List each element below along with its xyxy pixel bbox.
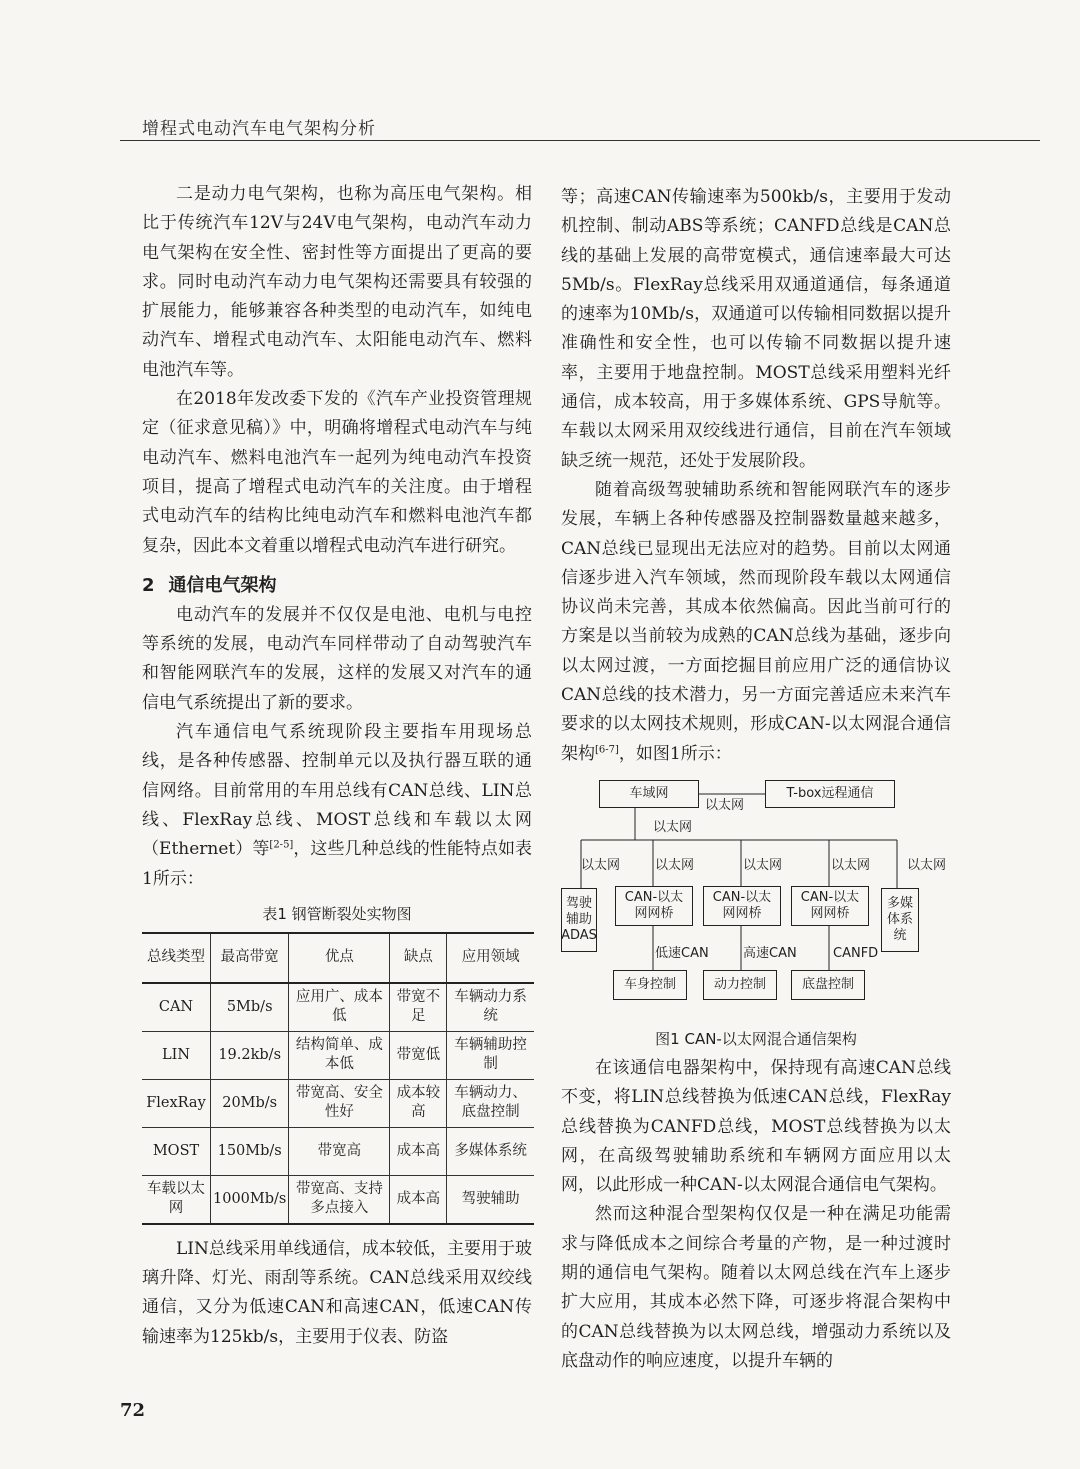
section-heading <box>142 571 532 601</box>
right-column-lower <box>561 1054 951 1376</box>
paragraph: 二是动力电气架构，也称为高压电气架构。相比于传统汽车12V与24V电气架构，电动汽车动力电气架构在安全性、密封性等方面提出了更高的要求。同时电动汽车动力电气架构还需要具有较强的扩展能力，能够兼容各种类型的电动汽车，如纯电动汽车、增程式电动汽车、太阳能电动汽车、燃料电池汽车等。 <box>142 184 532 380</box>
paragraph: 电动汽车的发展并不仅仅是电池、电机与电控等系统的发展，电动汽车同样带动了自动驾驶汽车和智能网联汽车的发展，这样的发展又对汽车的通信电气系统提出了新的要求。 <box>142 604 532 713</box>
paragraph <box>561 476 951 769</box>
header-rule <box>120 140 1040 141</box>
tbox-box: T-box远程通信 <box>765 780 895 808</box>
chassis-control-box: 底盘控制 <box>791 970 865 1000</box>
adas-box: 驾驶辅助ADAS <box>561 888 597 952</box>
ethernet-label: 以太网 <box>743 858 783 873</box>
table-cell: 5Mb/s <box>211 983 289 1032</box>
table-cell: 车辆动力、底盘控制 <box>447 1079 534 1127</box>
table-cell: 150Mb/s <box>211 1127 289 1175</box>
table-cell: 驾驶辅助 <box>447 1175 534 1224</box>
paragraph: 等；高速CAN传输速率为500kb/s，主要用于发动机控制、制动ABS等系统；CANFD总线是CAN总线的基础上发展的高带宽模式，通信速率最大可达5Mb/s。FlexRay总线采用双通道通信，每条通道的速率为10Mb/s，双通道可以传输相同数据以提升准确性和安全性，也可以传输不同数据以提升速率，主要用于地盘控制。MOST总线采用塑料光纤通信，成本较高，用于多媒体系统、GPS导航等。车载以太网采用双绞线进行通信，目前在汽车领域缺乏统一规范，还处于发展阶段。 <box>561 187 951 471</box>
paragraph: 在2018年发改委下发的《汽车产业投资管理规定（征求意见稿）》中，明确将增程式电动汽车与纯电动汽车、燃料电池汽车一起列为纯电动汽车投资项目，提高了增程式电动汽车的关注度。由于增程式电动汽车的结构比纯电动汽车和燃料电池汽车都复杂，因此本文着重以增程式电动汽车进行研究。 <box>142 389 532 556</box>
citation: [2-5] <box>269 839 294 851</box>
can-ethernet-bridge-box: CAN-以太网网桥 <box>615 886 693 926</box>
ethernet-label: 以太网 <box>705 798 745 813</box>
table-header: 总线类型 <box>142 933 211 983</box>
can-ethernet-bridge-box: CAN-以太网网桥 <box>703 886 781 926</box>
bus-label: 高速CAN <box>743 946 797 961</box>
table-cell: 成本高 <box>390 1175 447 1224</box>
table-cell: 20Mb/s <box>211 1079 289 1127</box>
ethernet-label: 以太网 <box>653 820 693 835</box>
table-cell: 带宽高、支持多点接入 <box>289 1175 390 1224</box>
table-cell: 1000Mb/s <box>211 1175 289 1224</box>
architecture-diagram <box>561 778 951 1008</box>
paragraph-text: ，这些几种总线的性能特点如表1所示： <box>142 839 533 889</box>
table-cell: 带宽低 <box>390 1031 447 1079</box>
bus-performance-table <box>142 932 534 1225</box>
left-column <box>142 180 532 1352</box>
paragraph: 然而这种混合型架构仅仅是一种在满足功能需求与降低成本之间综合考量的产物，是一种过渡时期的通信电气架构。随着以太网总线在汽车上逐步扩大应用，其成本必然下降，可逐步将混合架构中的CAN总线替换为以太网总线，增强动力系统以及底盘动作的响应速度，以提升车辆的 <box>561 1204 951 1371</box>
table-cell: 车载以太网 <box>142 1175 211 1224</box>
table-cell: FlexRay <box>142 1079 211 1127</box>
table-row <box>142 1079 534 1127</box>
figure-caption: 图1 CAN-以太网混合通信架构 <box>655 1030 857 1048</box>
paragraph: 在该通信电器架构中，保持现有高速CAN总线不变，将LIN总线替换为低速CAN总线，FlexRay总线替换为CANFD总线，MOST总线替换为以太网，在高级驾驶辅助系统和车辆网方面应用以太网，以此形成一种CAN-以太网混合通信电气架构。 <box>561 1058 951 1196</box>
vehicle-network-box: 车域网 <box>599 780 699 808</box>
bus-label: CANFD <box>833 946 879 961</box>
table-cell: 应用广、成本低 <box>289 983 390 1032</box>
paragraph-text: 汽车通信电气系统现阶段主要指车用现场总线，是各种传感器、控制单元以及执行器互联的通信网络。目前常用的车用总线有CAN总线、LIN总线、FlexRay总线、MOST总线和车载以太网（Ethernet）等 <box>142 722 532 860</box>
table-cell: 车辆动力系统 <box>447 983 534 1032</box>
ethernet-label: 以太网 <box>581 858 621 873</box>
table-cell: 19.2kb/s <box>211 1031 289 1079</box>
table-cell: 带宽高 <box>289 1127 390 1175</box>
table-cell: 结构简单、成本低 <box>289 1031 390 1079</box>
table-cell: MOST <box>142 1127 211 1175</box>
table-row <box>142 983 534 1032</box>
table-cell: 车辆辅助控制 <box>447 1031 534 1079</box>
paragraph: LIN总线采用单线通信，成本较低，主要用于玻璃升降、灯光、雨刮等系统。CAN总线采用双绞线通信，又分为低速CAN和高速CAN，低速CAN传输速率为125kb/s，主要用于仪表、防盗 <box>142 1238 532 1347</box>
table-header: 最高带宽 <box>211 933 289 983</box>
table-cell: 带宽高、安全性好 <box>289 1079 390 1127</box>
ethernet-label: 以太网 <box>655 858 695 873</box>
table-caption: 表1 钢管断裂处实物图 <box>262 904 412 923</box>
citation: [6-7] <box>595 743 619 755</box>
table-row <box>142 1127 534 1175</box>
table-row <box>142 1175 534 1224</box>
table-row <box>142 1031 534 1079</box>
section-number: 2 <box>142 574 155 596</box>
bus-label: 低速CAN <box>655 946 709 961</box>
body-control-box: 车身控制 <box>613 970 687 1000</box>
ethernet-label: 以太网 <box>907 858 947 873</box>
table-cell: LIN <box>142 1031 211 1079</box>
section-title: 通信电气架构 <box>168 574 277 596</box>
table-cell: 多媒体系统 <box>447 1127 534 1175</box>
page-number: 72 <box>120 1400 146 1421</box>
table-header-row <box>142 933 534 983</box>
running-head: 增程式电动汽车电气架构分析 <box>142 119 376 139</box>
table-cell: CAN <box>142 983 211 1032</box>
paragraph-text: 随着高级驾驶辅助系统和智能网联汽车的逐步发展，车辆上各种传感器及控制器数量越来越多，CAN总线已显现出无法应对的趋势。目前以太网通信逐步进入汽车领域，然而现阶段车载以太网通信协议尚未完善，其成本依然偏高。因此当前可行的方案是以当前较为成熟的CAN总线为基础，逐步向以太网过渡，一方面挖掘目前应用广泛的通信协议CAN总线的技术潜力，另一方面完善适应未来汽车要求的以太网技术规则，形成CAN-以太网混合通信架构 <box>561 479 951 764</box>
multimedia-box: 多媒体系统 <box>881 888 919 952</box>
power-control-box: 动力控制 <box>703 970 777 1000</box>
table-header: 缺点 <box>390 933 447 983</box>
paragraph <box>142 718 532 894</box>
table-header: 优点 <box>289 933 390 983</box>
can-ethernet-bridge-box: CAN-以太网网桥 <box>791 886 869 926</box>
ethernet-label: 以太网 <box>831 858 871 873</box>
table-cell: 成本高 <box>390 1127 447 1175</box>
paragraph-text: ，如图1所示： <box>618 743 732 764</box>
table-header: 应用领域 <box>447 933 534 983</box>
right-column <box>561 183 951 769</box>
table-cell: 带宽不足 <box>390 983 447 1032</box>
table-cell: 成本较高 <box>390 1079 447 1127</box>
